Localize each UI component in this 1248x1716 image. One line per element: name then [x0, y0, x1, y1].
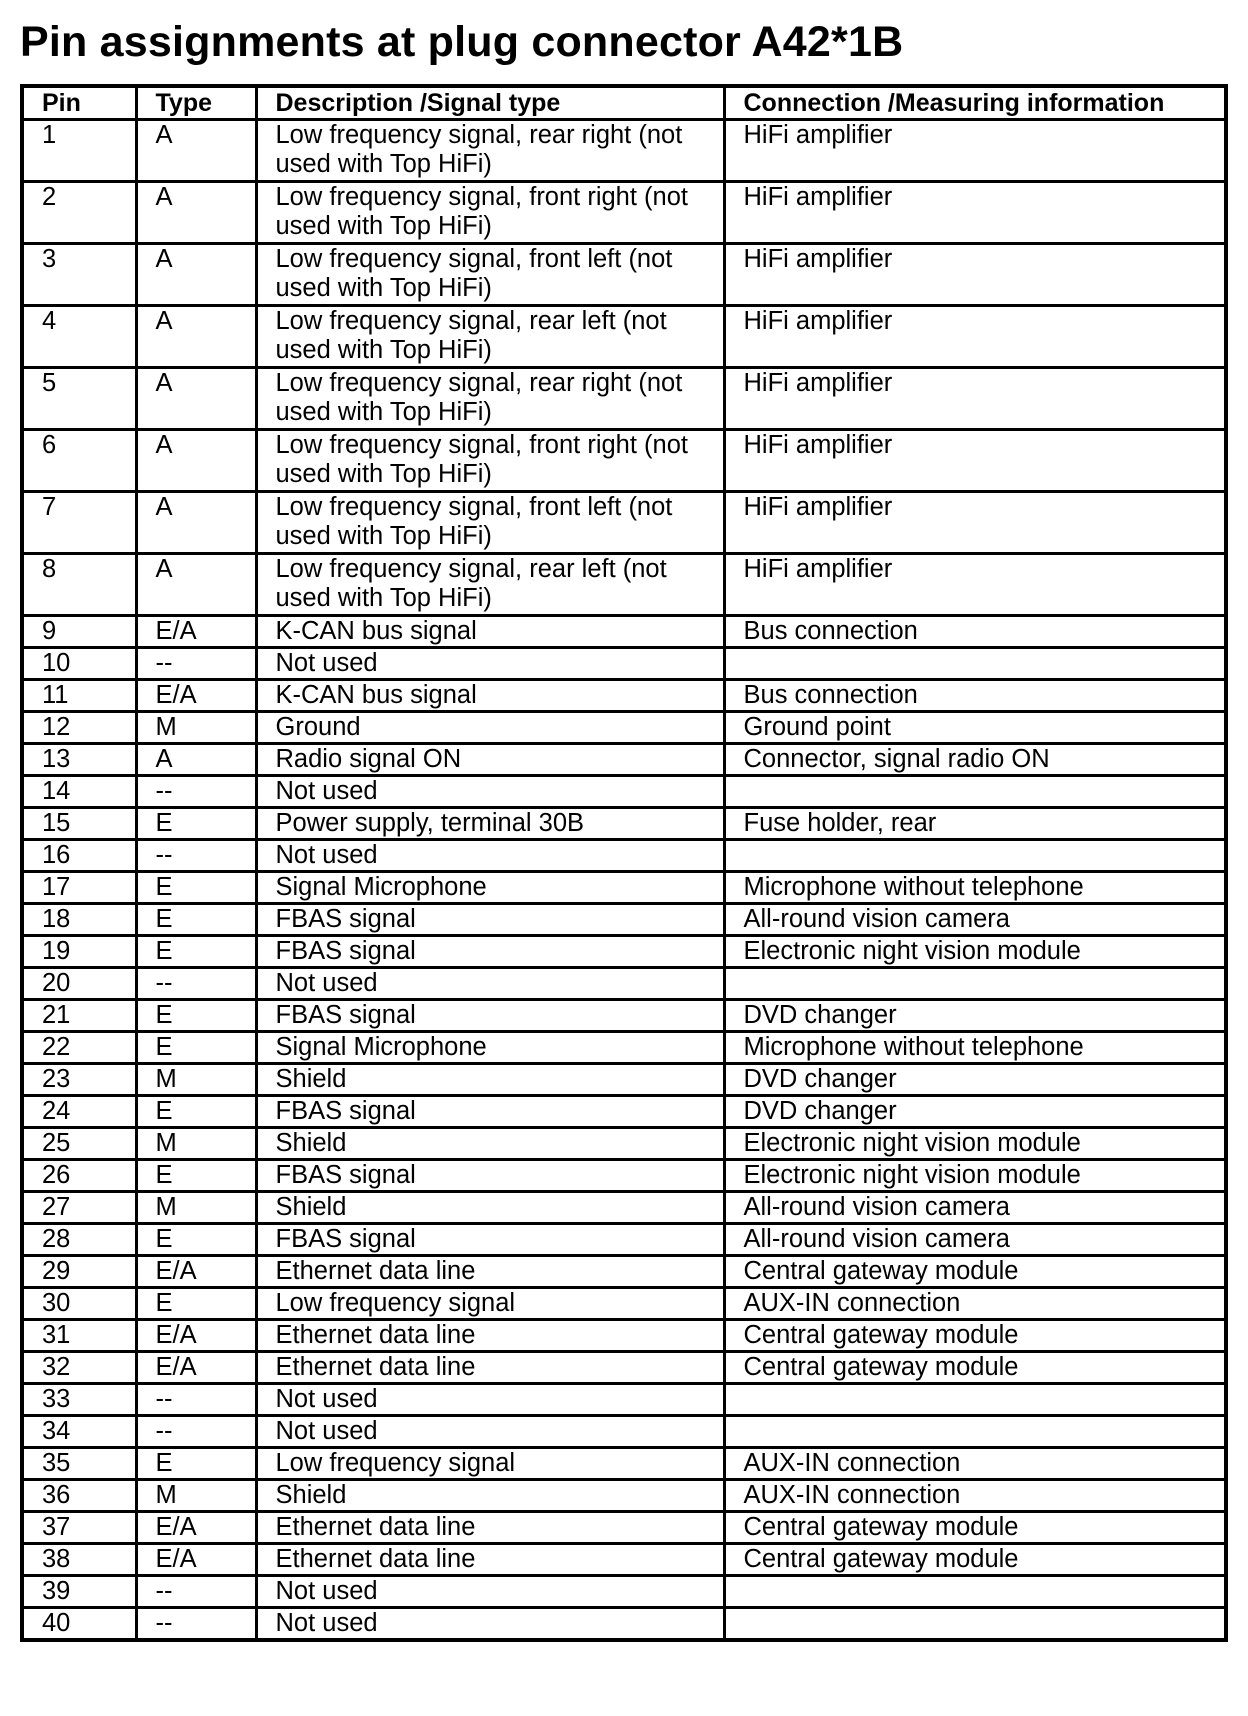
cell-pin: 28 [22, 1224, 136, 1256]
cell-connection: Microphone without telephone [724, 1032, 1226, 1064]
cell-type: E [136, 1096, 256, 1128]
table-row [22, 1384, 1226, 1416]
cell-pin: 14 [22, 776, 136, 808]
cell-type: A [136, 120, 256, 182]
table-row [22, 1256, 1226, 1288]
cell-pin: 6 [22, 430, 136, 492]
cell-connection: HiFi amplifier [724, 492, 1226, 554]
cell-description: Not used [256, 776, 724, 808]
cell-connection [724, 968, 1226, 1000]
table-row [22, 1096, 1226, 1128]
cell-type: M [136, 1064, 256, 1096]
cell-description: Shield [256, 1192, 724, 1224]
table-row [22, 1544, 1226, 1576]
cell-pin: 5 [22, 368, 136, 430]
cell-connection: Bus connection [724, 616, 1226, 648]
cell-pin: 16 [22, 840, 136, 872]
cell-description: Ethernet data line [256, 1512, 724, 1544]
cell-type: M [136, 1192, 256, 1224]
table-row [22, 492, 1226, 554]
cell-description: Not used [256, 1416, 724, 1448]
table-row [22, 368, 1226, 430]
cell-description: K-CAN bus signal [256, 616, 724, 648]
cell-pin: 2 [22, 182, 136, 244]
cell-type: A [136, 744, 256, 776]
cell-connection: Fuse holder, rear [724, 808, 1226, 840]
cell-description: Not used [256, 840, 724, 872]
cell-type: -- [136, 1576, 256, 1608]
table-row [22, 776, 1226, 808]
cell-type: -- [136, 1608, 256, 1641]
cell-connection: Central gateway module [724, 1320, 1226, 1352]
cell-type: -- [136, 840, 256, 872]
cell-pin: 10 [22, 648, 136, 680]
cell-connection: HiFi amplifier [724, 306, 1226, 368]
table-row [22, 306, 1226, 368]
cell-type: E [136, 872, 256, 904]
cell-connection: HiFi amplifier [724, 244, 1226, 306]
cell-type: E [136, 808, 256, 840]
table-row [22, 808, 1226, 840]
cell-connection: Connector, signal radio ON [724, 744, 1226, 776]
cell-connection: All-round vision camera [724, 904, 1226, 936]
cell-pin: 23 [22, 1064, 136, 1096]
cell-connection: Ground point [724, 712, 1226, 744]
table-row [22, 712, 1226, 744]
cell-type: -- [136, 1384, 256, 1416]
cell-type: E/A [136, 1256, 256, 1288]
cell-description: Signal Microphone [256, 1032, 724, 1064]
cell-type: A [136, 244, 256, 306]
cell-type: E [136, 1224, 256, 1256]
cell-pin: 29 [22, 1256, 136, 1288]
cell-connection: HiFi amplifier [724, 554, 1226, 616]
cell-description: Low frequency signal, front right (not used with Top HiFi) [256, 182, 724, 244]
cell-pin: 25 [22, 1128, 136, 1160]
cell-type: -- [136, 1416, 256, 1448]
page-title: Pin assignments at plug connector A42*1B [20, 18, 904, 66]
cell-pin: 40 [22, 1608, 136, 1641]
cell-description: Ethernet data line [256, 1256, 724, 1288]
cell-type: M [136, 712, 256, 744]
cell-connection: Central gateway module [724, 1256, 1226, 1288]
cell-type: E [136, 1288, 256, 1320]
cell-connection: AUX-IN connection [724, 1480, 1226, 1512]
header-type: Type [136, 86, 256, 120]
cell-description: Shield [256, 1064, 724, 1096]
cell-pin: 11 [22, 680, 136, 712]
table-row [22, 1128, 1226, 1160]
cell-pin: 32 [22, 1352, 136, 1384]
cell-description: FBAS signal [256, 1160, 724, 1192]
table-row [22, 1576, 1226, 1608]
table-row [22, 1416, 1226, 1448]
table-row [22, 182, 1226, 244]
cell-connection: Bus connection [724, 680, 1226, 712]
cell-pin: 12 [22, 712, 136, 744]
table-row [22, 1064, 1226, 1096]
cell-pin: 19 [22, 936, 136, 968]
cell-pin: 31 [22, 1320, 136, 1352]
table-row [22, 1512, 1226, 1544]
table-row [22, 840, 1226, 872]
cell-description: K-CAN bus signal [256, 680, 724, 712]
cell-type: A [136, 306, 256, 368]
cell-connection: All-round vision camera [724, 1192, 1226, 1224]
cell-description: Low frequency signal, rear left (not used with Top HiFi) [256, 306, 724, 368]
cell-type: A [136, 182, 256, 244]
cell-description: Low frequency signal, front right (not used with Top HiFi) [256, 430, 724, 492]
cell-description: Low frequency signal, front left (not used with Top HiFi) [256, 492, 724, 554]
table-row [22, 120, 1226, 182]
cell-connection: Electronic night vision module [724, 936, 1226, 968]
cell-type: M [136, 1128, 256, 1160]
cell-description: Shield [256, 1480, 724, 1512]
cell-type: A [136, 430, 256, 492]
table-row [22, 1352, 1226, 1384]
cell-type: E/A [136, 1352, 256, 1384]
cell-type: E [136, 1000, 256, 1032]
cell-connection: AUX-IN connection [724, 1288, 1226, 1320]
cell-pin: 34 [22, 1416, 136, 1448]
table-row [22, 1224, 1226, 1256]
cell-connection: DVD changer [724, 1096, 1226, 1128]
cell-description: FBAS signal [256, 1096, 724, 1128]
cell-type: E/A [136, 616, 256, 648]
cell-type: A [136, 368, 256, 430]
header-connection: Connection /Measuring information [724, 86, 1226, 120]
cell-description: Ethernet data line [256, 1352, 724, 1384]
cell-pin: 27 [22, 1192, 136, 1224]
cell-type: E [136, 1032, 256, 1064]
cell-type: E [136, 1160, 256, 1192]
cell-pin: 33 [22, 1384, 136, 1416]
cell-connection: AUX-IN connection [724, 1448, 1226, 1480]
cell-description: Ethernet data line [256, 1544, 724, 1576]
cell-type: -- [136, 776, 256, 808]
cell-pin: 26 [22, 1160, 136, 1192]
cell-connection: DVD changer [724, 1064, 1226, 1096]
table-row [22, 1000, 1226, 1032]
cell-pin: 17 [22, 872, 136, 904]
cell-connection: All-round vision camera [724, 1224, 1226, 1256]
cell-pin: 35 [22, 1448, 136, 1480]
cell-description: Low frequency signal, rear right (not used with Top HiFi) [256, 120, 724, 182]
cell-pin: 21 [22, 1000, 136, 1032]
cell-description: Signal Microphone [256, 872, 724, 904]
cell-description: Low frequency signal [256, 1288, 724, 1320]
table-row [22, 1032, 1226, 1064]
cell-pin: 13 [22, 744, 136, 776]
cell-connection: Central gateway module [724, 1352, 1226, 1384]
table-row [22, 1448, 1226, 1480]
cell-pin: 18 [22, 904, 136, 936]
cell-pin: 15 [22, 808, 136, 840]
table-header-row [22, 86, 1226, 120]
cell-connection [724, 648, 1226, 680]
table-row [22, 680, 1226, 712]
cell-pin: 36 [22, 1480, 136, 1512]
pin-assignment-table [20, 84, 1228, 1642]
cell-pin: 9 [22, 616, 136, 648]
table-row [22, 904, 1226, 936]
cell-description: Shield [256, 1128, 724, 1160]
cell-description: Low frequency signal, rear right (not used with Top HiFi) [256, 368, 724, 430]
cell-connection [724, 1608, 1226, 1641]
cell-type: A [136, 492, 256, 554]
table-row [22, 872, 1226, 904]
cell-connection: HiFi amplifier [724, 368, 1226, 430]
cell-pin: 8 [22, 554, 136, 616]
cell-pin: 37 [22, 1512, 136, 1544]
cell-connection [724, 840, 1226, 872]
table-row [22, 1192, 1226, 1224]
cell-pin: 1 [22, 120, 136, 182]
cell-pin: 22 [22, 1032, 136, 1064]
table-row [22, 1608, 1226, 1641]
cell-description: FBAS signal [256, 904, 724, 936]
cell-connection: Electronic night vision module [724, 1128, 1226, 1160]
cell-description: Not used [256, 1608, 724, 1641]
cell-pin: 30 [22, 1288, 136, 1320]
cell-connection: DVD changer [724, 1000, 1226, 1032]
cell-connection: HiFi amplifier [724, 120, 1226, 182]
cell-connection: HiFi amplifier [724, 430, 1226, 492]
table-row [22, 1288, 1226, 1320]
cell-description: Ground [256, 712, 724, 744]
table-row [22, 648, 1226, 680]
cell-description: Not used [256, 648, 724, 680]
cell-type: E/A [136, 1320, 256, 1352]
cell-connection: Electronic night vision module [724, 1160, 1226, 1192]
cell-type: E/A [136, 1512, 256, 1544]
cell-connection [724, 776, 1226, 808]
cell-description: Ethernet data line [256, 1320, 724, 1352]
cell-pin: 7 [22, 492, 136, 554]
cell-pin: 3 [22, 244, 136, 306]
cell-description: Not used [256, 1384, 724, 1416]
cell-type: E [136, 936, 256, 968]
table-row [22, 1160, 1226, 1192]
cell-pin: 4 [22, 306, 136, 368]
cell-pin: 24 [22, 1096, 136, 1128]
table-row [22, 968, 1226, 1000]
cell-type: E/A [136, 680, 256, 712]
header-pin: Pin [22, 86, 136, 120]
cell-type: M [136, 1480, 256, 1512]
cell-description: Low frequency signal, front left (not used with Top HiFi) [256, 244, 724, 306]
cell-connection: Central gateway module [724, 1512, 1226, 1544]
cell-connection [724, 1416, 1226, 1448]
cell-pin: 38 [22, 1544, 136, 1576]
cell-type: A [136, 554, 256, 616]
cell-pin: 39 [22, 1576, 136, 1608]
cell-description: Power supply, terminal 30B [256, 808, 724, 840]
cell-type: -- [136, 648, 256, 680]
cell-description: Not used [256, 1576, 724, 1608]
cell-type: -- [136, 968, 256, 1000]
table-row [22, 744, 1226, 776]
cell-connection: Microphone without telephone [724, 872, 1226, 904]
table-row [22, 554, 1226, 616]
table-row [22, 1320, 1226, 1352]
table-row [22, 1480, 1226, 1512]
table-row [22, 430, 1226, 492]
header-description: Description /Signal type [256, 86, 724, 120]
table-row [22, 616, 1226, 648]
cell-type: E [136, 1448, 256, 1480]
cell-description: Low frequency signal [256, 1448, 724, 1480]
cell-connection [724, 1576, 1226, 1608]
cell-pin: 20 [22, 968, 136, 1000]
cell-type: E/A [136, 1544, 256, 1576]
cell-connection: Central gateway module [724, 1544, 1226, 1576]
cell-description: Low frequency signal, rear left (not used with Top HiFi) [256, 554, 724, 616]
cell-type: E [136, 904, 256, 936]
cell-description: FBAS signal [256, 1224, 724, 1256]
cell-connection [724, 1384, 1226, 1416]
cell-connection: HiFi amplifier [724, 182, 1226, 244]
table-row [22, 936, 1226, 968]
cell-description: FBAS signal [256, 936, 724, 968]
cell-description: FBAS signal [256, 1000, 724, 1032]
cell-description: Radio signal ON [256, 744, 724, 776]
table-row [22, 244, 1226, 306]
cell-description: Not used [256, 968, 724, 1000]
